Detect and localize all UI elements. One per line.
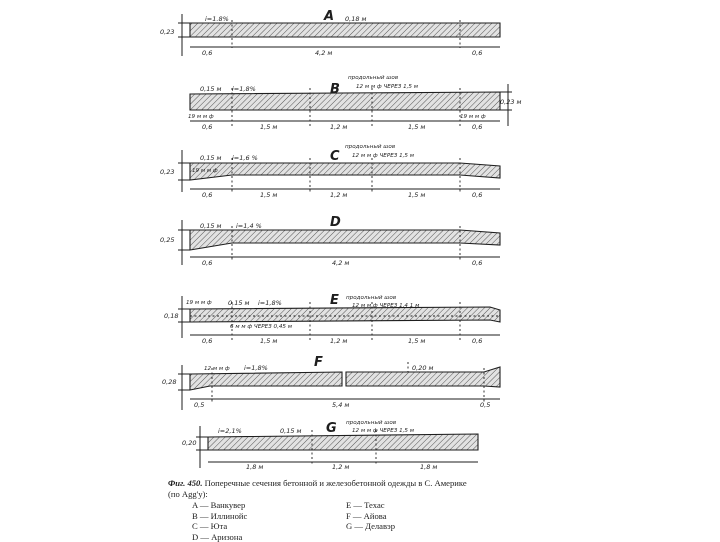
- section-f-width-right: 0,5: [480, 401, 490, 409]
- section-d-width-left: 0,6: [202, 259, 212, 267]
- section-b-width-5: 0,6: [472, 123, 482, 131]
- section-d: [160, 215, 500, 267]
- section-a: [160, 9, 500, 57]
- section-g-shoulder: 0,15 м: [280, 427, 302, 435]
- section-b-rebar-right: 19 м м ф: [460, 114, 486, 120]
- section-b-shoulder: 0,15 м: [200, 85, 222, 93]
- section-a-center-thickness: 0,18 м: [345, 15, 367, 23]
- section-e-shoulder: 0,15 м: [228, 299, 250, 307]
- figure-caption: [168, 478, 588, 500]
- section-c-left-thickness: 0,23: [160, 168, 174, 176]
- section-g-joint-title: продольный шов: [346, 420, 396, 426]
- section-c-slab: [190, 163, 500, 180]
- section-e: [164, 293, 500, 345]
- section-b-rebar-left: 19 м м ф: [188, 114, 214, 120]
- section-e-joint-title: продольный шов: [346, 295, 396, 301]
- section-c-joint-detail: 12 м м ф ЧЕРЕЗ 1,5 м: [352, 153, 415, 159]
- section-g-width-right: 1,8 м: [420, 463, 437, 471]
- section-e-width-4: 1,5 м: [408, 337, 425, 345]
- section-e-joint-detail: 12 м м ф ЧЕРЕЗ 1,4 1 м: [352, 303, 420, 309]
- caption-line-2: (по Agg'y):: [168, 489, 588, 500]
- section-g-joint-detail: 12 м м ф ЧЕРЕЗ 1,5 м: [352, 428, 415, 434]
- legend-item-e: E — Техас: [346, 500, 395, 511]
- section-b: [188, 75, 522, 131]
- section-e-left-thickness: 0,18: [164, 312, 178, 320]
- section-e-letter: E: [330, 293, 339, 308]
- section-b-right-thickness: 0,23 м: [500, 98, 522, 106]
- legend-left-column: [192, 500, 247, 542]
- section-g-width-left: 1,8 м: [246, 463, 263, 471]
- section-c: [160, 144, 500, 199]
- section-f-letter: F: [314, 355, 323, 370]
- section-g-left-thickness: 0,20: [182, 439, 196, 447]
- section-g-letter: G: [326, 421, 337, 436]
- section-b-letter: B: [330, 82, 340, 97]
- legend-item-g: G — Делавэр: [346, 521, 395, 532]
- section-f-width-left: 0,5: [194, 401, 204, 409]
- section-a-slab: [190, 23, 500, 37]
- legend-item-d: D — Аризона: [192, 532, 247, 542]
- section-a-width-left: 0,6: [202, 49, 212, 57]
- section-a-width-right: 0,6: [472, 49, 482, 57]
- section-a-left-thickness: 0,23: [160, 28, 174, 36]
- section-b-joint-title: продольный шов: [348, 75, 398, 81]
- section-a-letter: A: [323, 9, 334, 24]
- section-c-width-5: 0,6: [472, 191, 482, 199]
- section-e-width-1: 0,6: [202, 337, 212, 345]
- section-b-width-3: 1,2 м: [330, 123, 347, 131]
- legend-item-f: F — Айова: [346, 511, 395, 522]
- caption-line-1: Поперечные сечения бетонной и железобетонной одежды в С. Америке: [205, 478, 467, 488]
- section-c-width-4: 1,5 м: [408, 191, 425, 199]
- section-e-slope: i=1,8%: [258, 299, 282, 307]
- legend-right-column: [346, 500, 395, 532]
- section-b-joint-detail: 12 м м ф ЧЕРЕЗ 1,5 м: [356, 84, 419, 90]
- legend-item-a: A — Ванкувер: [192, 500, 247, 511]
- section-d-slab: [190, 230, 500, 250]
- legend: [192, 500, 452, 540]
- section-e-rebar-left: 19 м м ф: [186, 300, 212, 306]
- section-d-width-right: 0,6: [472, 259, 482, 267]
- section-c-joint-title: продольный шов: [345, 144, 395, 150]
- section-g-width-center: 1,2 м: [332, 463, 349, 471]
- section-e-width-5: 0,6: [472, 337, 482, 345]
- legend-item-b: B — Иллинойс: [192, 511, 247, 522]
- section-e-width-3: 1,2 м: [330, 337, 347, 345]
- section-b-width-2: 1,5 м: [260, 123, 277, 131]
- section-c-rebar-left: 19 м м ф: [192, 168, 218, 174]
- section-a-slope: i=1.8%: [205, 15, 229, 23]
- section-b-width-1: 0,6: [202, 123, 212, 131]
- section-f-width-center: 5,4 м: [332, 401, 349, 409]
- section-c-width-3: 1,2 м: [330, 191, 347, 199]
- section-b-slab: [190, 92, 500, 110]
- section-g: [182, 420, 478, 471]
- section-f: [162, 355, 500, 410]
- section-d-slope: i=1,4 %: [236, 222, 262, 230]
- section-d-shoulder: 0,15 м: [200, 222, 222, 230]
- section-d-left-thickness: 0,25: [160, 236, 174, 244]
- section-a-width-center: 4,2 м: [315, 49, 332, 57]
- section-c-slope: i=1,6 %: [232, 154, 258, 162]
- section-f-rebar-left: 12 м м ф: [204, 366, 230, 372]
- section-f-slab-left: [190, 372, 342, 390]
- section-e-slab: [190, 307, 500, 322]
- section-f-slope: i=1,8%: [244, 364, 268, 372]
- section-c-width-2: 1,5 м: [260, 191, 277, 199]
- section-c-shoulder: 0,15 м: [200, 154, 222, 162]
- section-d-width-center: 4,2 м: [332, 259, 349, 267]
- section-g-slope: i=2,1%: [218, 427, 242, 435]
- section-c-width-1: 0,6: [202, 191, 212, 199]
- section-b-width-4: 1,5 м: [408, 123, 425, 131]
- section-e-bottom-rebar: 6 м м ф ЧЕРЕЗ 0,45 м: [230, 324, 293, 330]
- section-c-letter: C: [330, 149, 340, 164]
- section-d-letter: D: [330, 215, 341, 230]
- section-f-left-thickness: 0,28: [162, 378, 176, 386]
- section-g-slab: [208, 434, 478, 450]
- section-e-width-2: 1,5 м: [260, 337, 277, 345]
- legend-item-c: C — Юта: [192, 521, 247, 532]
- section-f-center-thickness: 0,20 м: [412, 364, 434, 372]
- section-b-slope: i=1,8%: [232, 85, 256, 93]
- figure-number: Фиг. 450.: [168, 478, 202, 488]
